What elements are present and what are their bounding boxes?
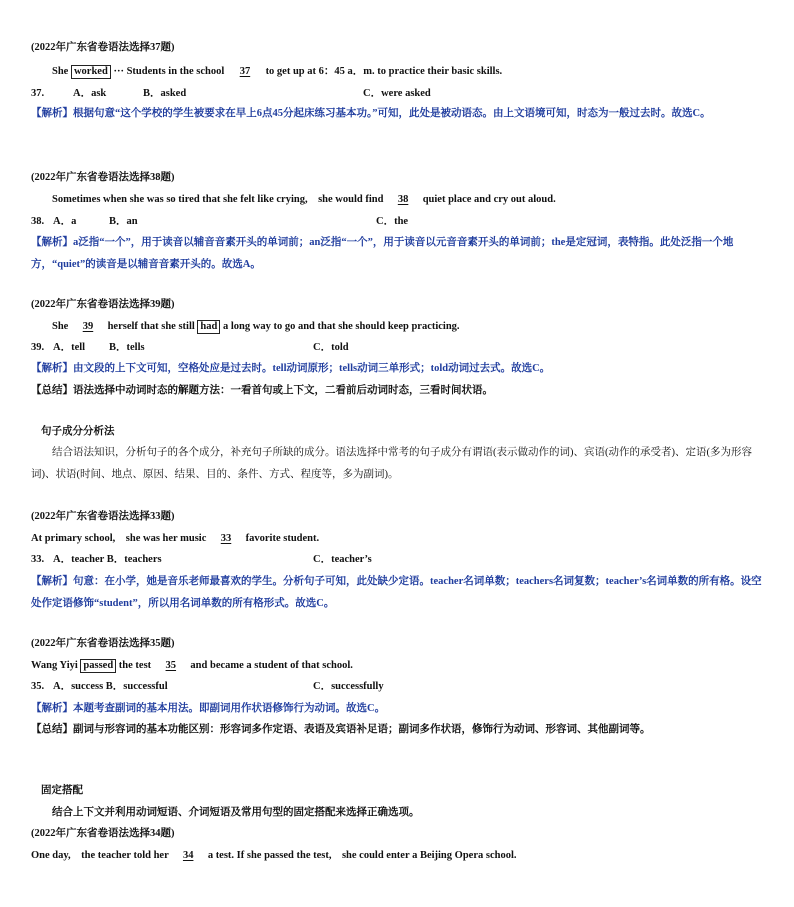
option-c: C．teacher’s xyxy=(313,554,372,565)
question-source: (2022年广东省卷语法选择35题) xyxy=(31,638,175,649)
section-intro: 结合上下文并利用动词短语、介词短语及常用句型的固定搭配来选择正确选项。 xyxy=(52,807,420,818)
sentence-text: ··· Students in the school xyxy=(113,66,225,77)
analysis-text: 【解析】句意：在小学，她是音乐老师最喜欢的学生。分析句子可知，此处缺少定语。teacher名词单数；teachers名词复数；teacher’s名词单数的所有格。设空处作定语修饰“student”，所以用名词单数的所有格形式。故选C。 xyxy=(31,576,762,609)
question-source: (2022年广东省卷语法选择33题) xyxy=(31,511,175,522)
option-a: A．a xyxy=(53,216,77,227)
sentence-text: She xyxy=(52,321,69,332)
sentence-text: Sometimes when she was so tired that she felt like crying, she would find xyxy=(52,194,384,205)
analysis-text: 【解析】根据句意“这个学校的学生被要求在早上6点45分起床练习基本功。”可知，此处是被动语态。由上文语境可知，时态为一般过去时。故选C。 xyxy=(31,108,711,119)
sentence-text: to get up at 6：45 a．m. to practice their basic skills. xyxy=(265,66,503,77)
answer-blank: 37 xyxy=(239,66,251,77)
question-sentence xyxy=(31,659,353,673)
sentence-text: favorite student. xyxy=(245,533,320,544)
section-heading: 句子成分分析法 xyxy=(41,426,115,437)
answer-blank: 34 xyxy=(182,850,194,861)
summary-text: 【总结】语法选择中动词时态的解题方法：一看首句或上下文，二看前后动词时态，三看时间状语。 xyxy=(31,385,493,396)
sentence-text: She xyxy=(52,66,69,77)
answer-blank: 39 xyxy=(82,321,94,332)
analysis-text: 【解析】由文段的上下文可知，空格处应是过去时。tell动词原形；tells动词三单形式；told动词过去式。故选C。 xyxy=(31,363,551,374)
question-sentence xyxy=(31,532,319,546)
sentence-text: herself that she still xyxy=(107,321,195,332)
question-number: 37. xyxy=(31,88,45,99)
options-row xyxy=(31,87,431,101)
question-source: (2022年广东省卷语法选择37题) xyxy=(31,42,175,53)
sentence-text: the test xyxy=(118,660,152,671)
question-source: (2022年广东省卷语法选择38题) xyxy=(31,172,175,183)
sentence-text: a test. If she passed the test, she could enter a Beijing Opera school. xyxy=(207,850,517,861)
option-b: B．tells xyxy=(109,342,145,353)
boxed-word: worked xyxy=(71,65,111,79)
option-ab: A．teacher B．teachers xyxy=(53,554,162,565)
option-ab: A．success B．successful xyxy=(53,681,168,692)
sentence-text: quiet place and cry out aloud. xyxy=(422,194,556,205)
section-intro: 结合语法知识，分析句子的各个成分，补充句子所缺的成分。语法选择中常考的句子成分有谓语(表示做动作的词)、宾语(动作的承受者)、定语(多为形容词)、状语(时间、地点、原因、结果、目的、条件、方式、程度等，多为副词)。 xyxy=(31,447,752,480)
question-number: 38. xyxy=(31,216,45,227)
answer-blank: 35 xyxy=(165,660,177,671)
options-row xyxy=(31,215,408,229)
option-c: C．the xyxy=(376,216,409,227)
option-b: B．an xyxy=(109,216,138,227)
sentence-text: One day, the teacher told her xyxy=(31,850,169,861)
question-sentence xyxy=(52,193,556,207)
sentence-text: and became a student of that school. xyxy=(190,660,353,671)
option-c: C．told xyxy=(313,342,349,353)
option-c: C．successfully xyxy=(313,681,384,692)
answer-blank: 38 xyxy=(397,194,409,205)
options-row xyxy=(31,553,372,567)
question-sentence xyxy=(31,849,516,863)
question-source: (2022年广东省卷语法选择39题) xyxy=(31,299,175,310)
question-number: 33. xyxy=(31,554,45,565)
option-a: A．ask xyxy=(73,88,107,99)
question-sentence xyxy=(52,320,460,334)
question-number: 35. xyxy=(31,681,45,692)
section-heading: 固定搭配 xyxy=(41,785,83,796)
options-row xyxy=(31,680,384,694)
option-c: C．were asked xyxy=(363,88,431,99)
summary-text: 【总结】副词与形容词的基本功能区别：形容词多作定语、表语及宾语补足语；副词多作状语，修饰行为动词、形容词、其他副词等。 xyxy=(31,724,651,735)
boxed-word: had xyxy=(197,320,220,334)
question-number: 39. xyxy=(31,342,45,353)
option-b: B．asked xyxy=(143,88,187,99)
sentence-text: At primary school, she was her music xyxy=(31,533,207,544)
options-row xyxy=(31,341,349,355)
boxed-word: passed xyxy=(80,659,116,673)
sentence-text: a long way to go and that she should keep practicing. xyxy=(222,321,460,332)
answer-blank: 33 xyxy=(220,533,232,544)
question-source: (2022年广东省卷语法选择34题) xyxy=(31,828,175,839)
question-sentence xyxy=(52,65,502,79)
option-a: A．tell xyxy=(53,342,86,353)
analysis-text: 【解析】本题考查副词的基本用法。即副词用作状语修饰行为动词。故选C。 xyxy=(31,703,386,714)
analysis-text: 【解析】a泛指“一个”，用于读音以辅音音素开头的单词前；an泛指“一个”，用于读音以元音音素开头的单词前；the是定冠词，表特指。此处泛指一个地方，“quiet”的读音是以辅音音素开头的。故选A。 xyxy=(31,237,734,270)
sentence-text: Wang Yiyi xyxy=(31,660,78,671)
